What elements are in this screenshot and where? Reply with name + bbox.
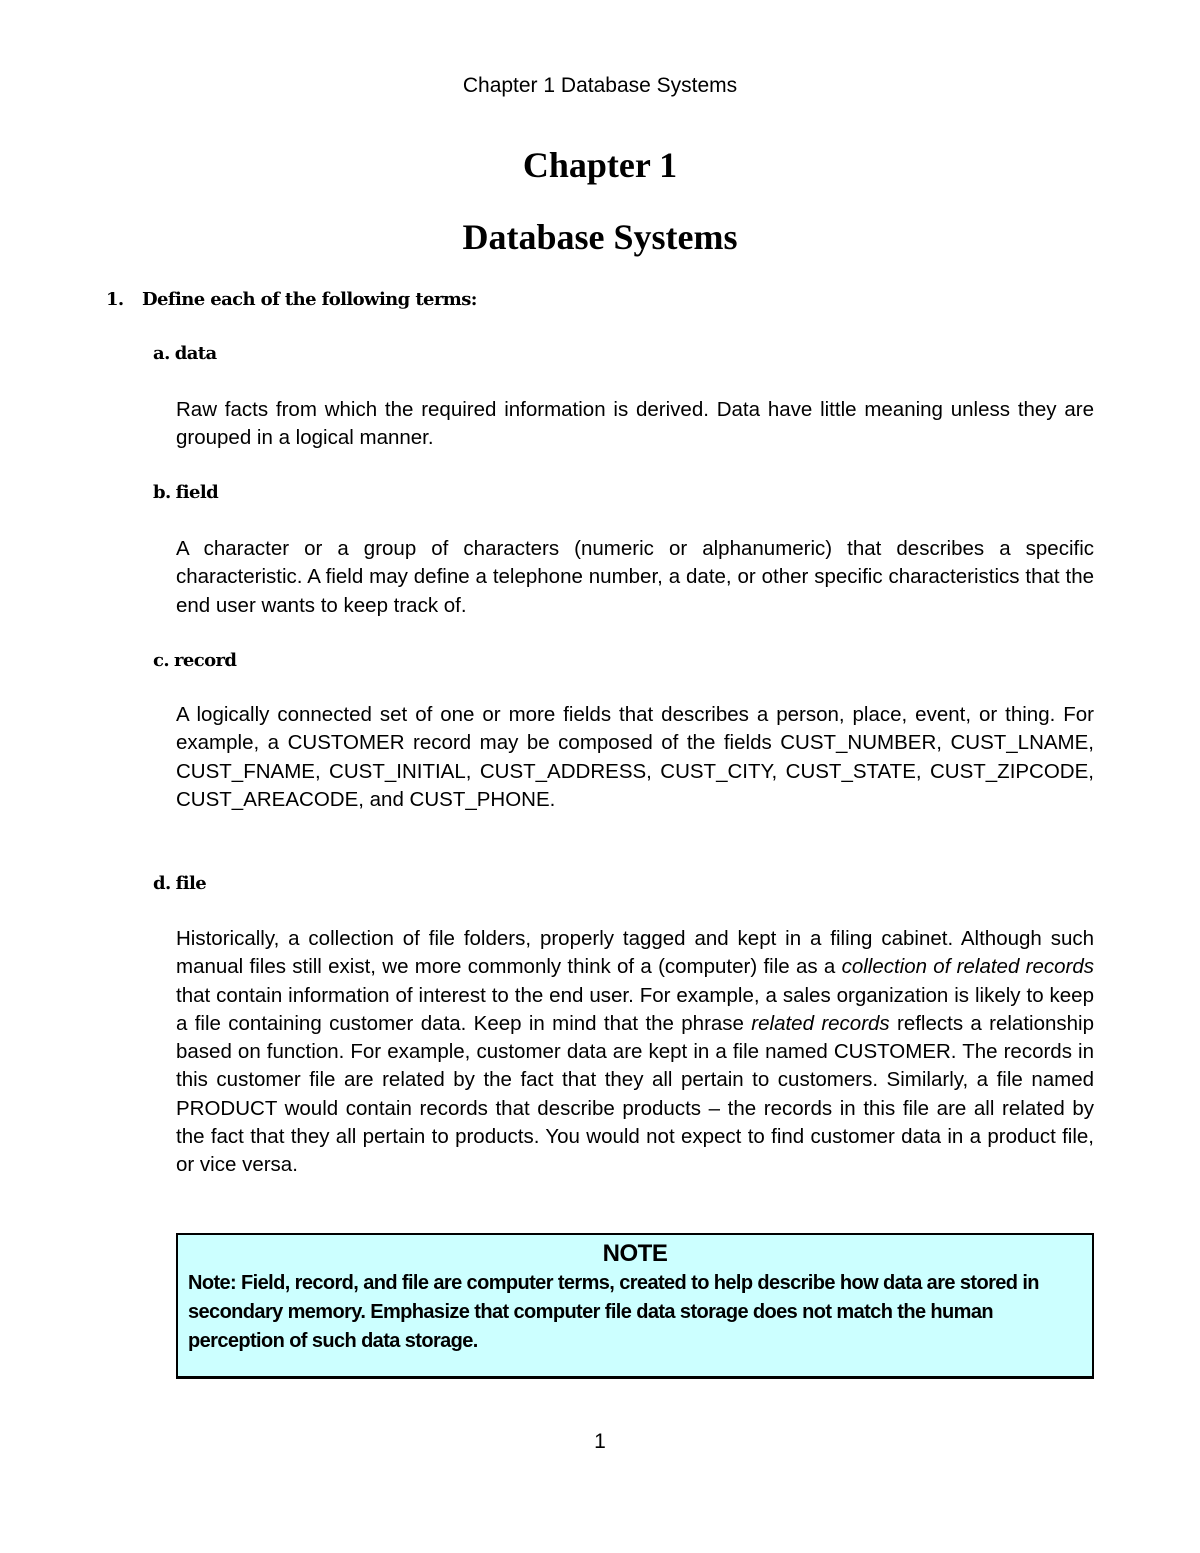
definition-file-text-1: Historically, a collection of file folders, properly tagged and kept in a filing cabinet. Although such manual files still exist, we more commonly think of a (computer) file as a [176,927,1094,979]
question-text: Define each of the following terms: [142,289,477,310]
question-1 [106,286,477,314]
chapter-title: Chapter 1 [522,145,678,185]
definition-file-text-3: reflects a relationship based on function. For example, customer data are kept in a file named CUSTOMER. The records in this customer file are related by the fact that they all pertain to customers. Similarly, a file named PRODUCT would contain records that describe products – the records in this file are all related by the fact that they all pertain to products. You would not expect to find customer data in a product file, or vice versa. [176,1011,1094,1177]
note-text: Note: Field, record, and file are computer terms, created to help describe how data are stored in secondary memory. Emphasize that computer file data storage does not match the human perception of such data storage. [188,1272,1039,1352]
term-letter: a. [153,343,170,364]
running-header: Chapter 1 Database Systems [462,74,738,97]
definition-file [176,925,1094,1180]
chapter-subtitle: Database Systems [462,217,738,257]
term-label: data [174,343,217,364]
definition-data: Raw facts from which the required information is derived. Data have little meaning unless they are grouped in a logical manner. [176,398,1094,450]
italic-phrase-collection: collection of related records [841,955,1095,979]
note-box [176,1233,1094,1379]
term-heading-data [153,340,217,368]
term-label: record [174,650,237,671]
term-heading-record [153,647,236,675]
page-number: 1 [594,1430,606,1453]
term-letter: c. [153,650,170,671]
term-heading-field [153,479,218,507]
term-letter: d. [153,873,171,894]
question-number: 1. [106,289,124,310]
definition-file-text-2: that contain information of interest to the end user. For example, a sales organization is likely to keep a file containing customer data. Keep in mind that the phrase [176,983,1094,1035]
note-title: NOTE [602,1240,668,1267]
term-label: field [175,482,219,503]
term-heading-file [153,870,206,898]
definition-record: A logically connected set of one or more fields that describes a person, place, event, or thing. For example, a CUSTOMER record may be composed of the fields CUST_NUMBER, CUST_LNAME, CUST_FNAME, CUST_INITIAL, CUST_ADDRESS, CUST_CITY, CUST_STATE, CUST_ZIPCODE, CUST_AREACODE, and CUST_PHONE. [176,703,1094,811]
italic-phrase-related-records: related records [751,1011,890,1035]
term-label: file [175,873,207,894]
definition-field: A character or a group of characters (numeric or alphanumeric) that describes a specific characteristic. A field may define a telephone number, a date, or other specific characteristics that the end user wants to keep track of. [176,537,1094,617]
term-letter: b. [153,482,171,503]
